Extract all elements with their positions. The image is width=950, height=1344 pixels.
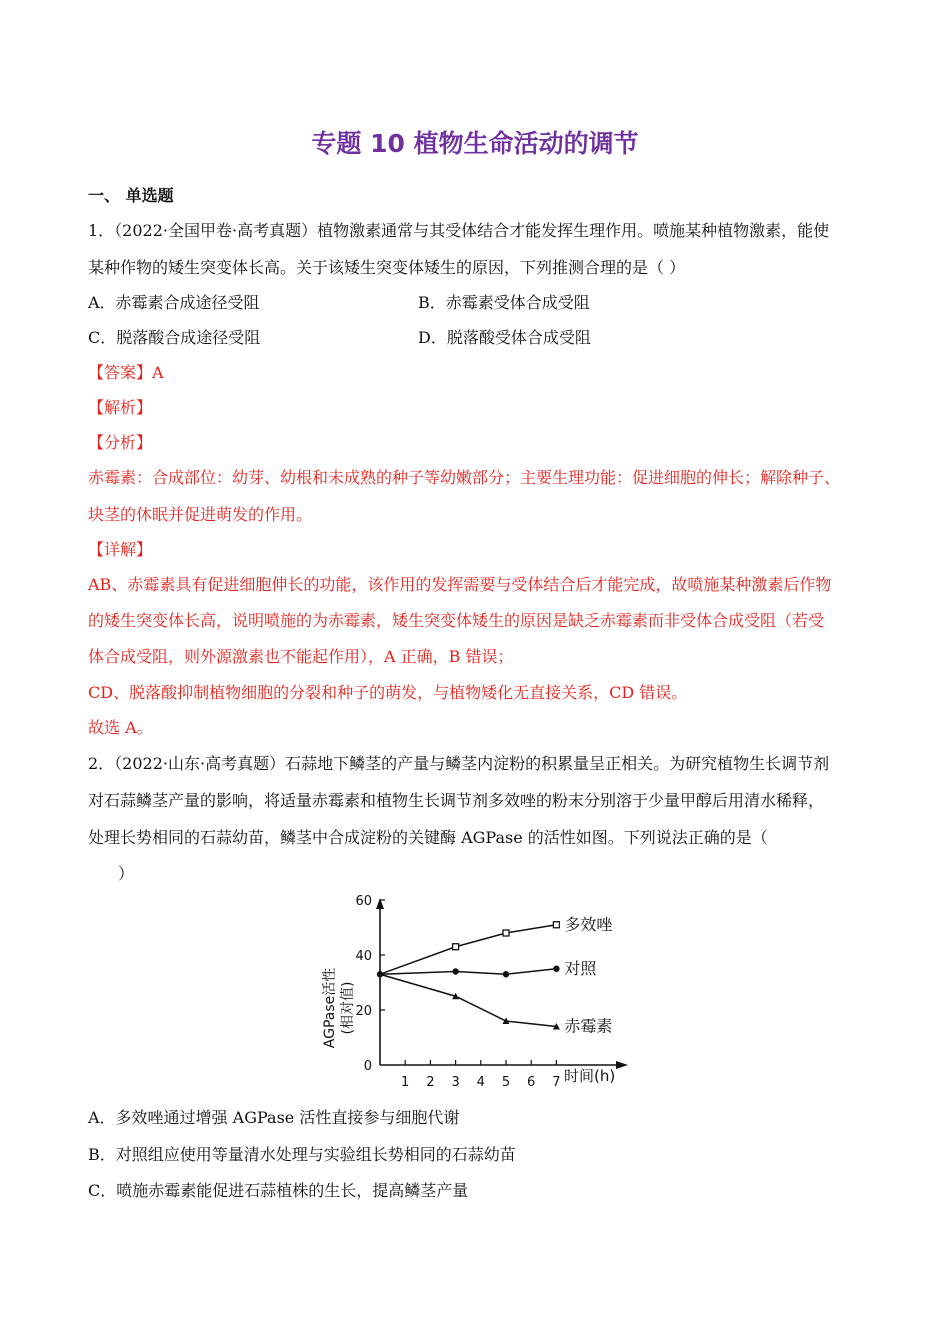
q1-fenxi-line1: 赤霉素：合成部位：幼芽、幼根和未成熟的种子等幼嫩部分；主要生理功能：促进细胞的伸长；解除种子、 (88, 468, 841, 487)
q1-detail-line1: AB、赤霉素具有促进细胞伸长的功能，该作用的发挥需要与受体结合后才能完成，故喷施某种激素后作物 (88, 575, 832, 594)
q2-stem-line2: 对石蒜鳞茎产量的影响，将适量赤霉素和植物生长调节剂多效唑的粉末分别溶于少量甲醇后用清水稀释， (88, 791, 825, 810)
q2-stem-line4: ） (118, 864, 135, 883)
data-point-circle (553, 966, 559, 972)
data-point-square (453, 944, 459, 950)
x-tick-label: 2 (426, 1075, 435, 1090)
x-axis-arrow (616, 1061, 628, 1069)
q1-option-d: D．脱落酸受体合成受阻 (418, 328, 591, 347)
x-axis-label: 时间(h) (564, 1067, 616, 1085)
series-line (380, 969, 556, 975)
q1-detail-line2: 的矮生突变体长高，说明喷施的为赤霉素，矮生突变体矮生的原因是缺乏赤霉素而非受体合成受阻（若受 (88, 611, 825, 630)
y-axis-label-line1: AGPase活性 (322, 967, 338, 1049)
data-point-square (503, 930, 509, 936)
data-point-circle (503, 971, 509, 977)
data-point-circle (452, 968, 458, 974)
x-tick-label: 1 (401, 1075, 410, 1090)
chart-series (377, 915, 614, 1036)
x-tick-label: 5 (501, 1075, 511, 1090)
series-label: 多效唑 (564, 914, 613, 934)
q2-stem-line3: 处理长势相同的石蒜幼苗，鳞茎中合成淀粉的关键酶 AGPase 的活性如图。下列说法正确的是（ (88, 828, 768, 847)
q1-option-b: B．赤霉素受体合成受阻 (418, 293, 590, 312)
data-point-square (553, 922, 559, 928)
q2-stem-line1: 2．（2022·山东·高考真题）石蒜地下鳞茎的产量与鳞茎内淀粉的积累量呈正相关。为研究植物生长调节剂 (88, 754, 830, 773)
q1-detail-line4: CD、脱落酸抑制植物细胞的分裂和种子的萌发，与植物矮化无直接关系，CD 错误。 (88, 683, 688, 702)
series-line (380, 925, 556, 975)
x-tick-label: 6 (527, 1075, 536, 1090)
section-heading: 一、 单选题 (88, 186, 174, 205)
x-tick-label: 4 (476, 1075, 485, 1090)
q1-stem-line1: 1．（2022·全国甲卷·高考真题）植物激素通常与其受体结合才能发挥生理作用。喷施某种植物激素，能使 (88, 221, 830, 240)
q1-detail-line3: 体合成受阻，则外源激素也不能起作用），A 正确，B 错误； (88, 647, 514, 666)
q1-option-c: C．脱落酸合成途径受阻 (88, 328, 261, 347)
chart-ticks (355, 894, 560, 1090)
q1-fenxi-label: 【分析】 (88, 433, 153, 452)
q1-fenxi-line2: 块茎的休眠并促进萌发的作用。 (88, 505, 313, 524)
q2-option-a: A．多效唑通过增强 AGPase 活性直接参与细胞代谢 (88, 1108, 460, 1127)
page-title: 专题 10 植物生命活动的调节 (311, 129, 639, 158)
q1-conclusion: 故选 A。 (88, 718, 153, 737)
y-tick-label: 40 (355, 949, 372, 964)
y-tick-label: 0 (363, 1059, 372, 1074)
series-line (380, 974, 556, 1026)
q1-stem-line2: 某种作物的矮生突变体长高。关于该矮生突变体矮生的原因，下列推测合理的是（ ） (88, 258, 686, 277)
x-tick-label: 7 (552, 1075, 561, 1090)
q1-jiexi-label: 【解析】 (88, 398, 153, 417)
y-tick-label: 60 (355, 894, 372, 909)
y-axis-label-line2: (相对值) (340, 981, 356, 1035)
series-label: 对照 (564, 958, 597, 978)
x-tick-label: 3 (451, 1075, 460, 1090)
agpase-line-chart (318, 893, 638, 1098)
q1-answer: 【答案】A (88, 363, 164, 382)
q2-option-b: B．对照组应使用等量清水处理与实验组长势相同的石蒜幼苗 (88, 1145, 516, 1164)
data-point-start (377, 971, 383, 977)
q1-option-a: A．赤霉素合成途径受阻 (88, 293, 260, 312)
q1-xiangjie-label: 【详解】 (88, 540, 153, 559)
q2-option-c: C．喷施赤霉素能促进石蒜植株的生长，提高鳞茎产量 (88, 1181, 469, 1200)
series-label: 赤霉素 (564, 1016, 613, 1036)
y-tick-label: 20 (355, 1004, 372, 1019)
